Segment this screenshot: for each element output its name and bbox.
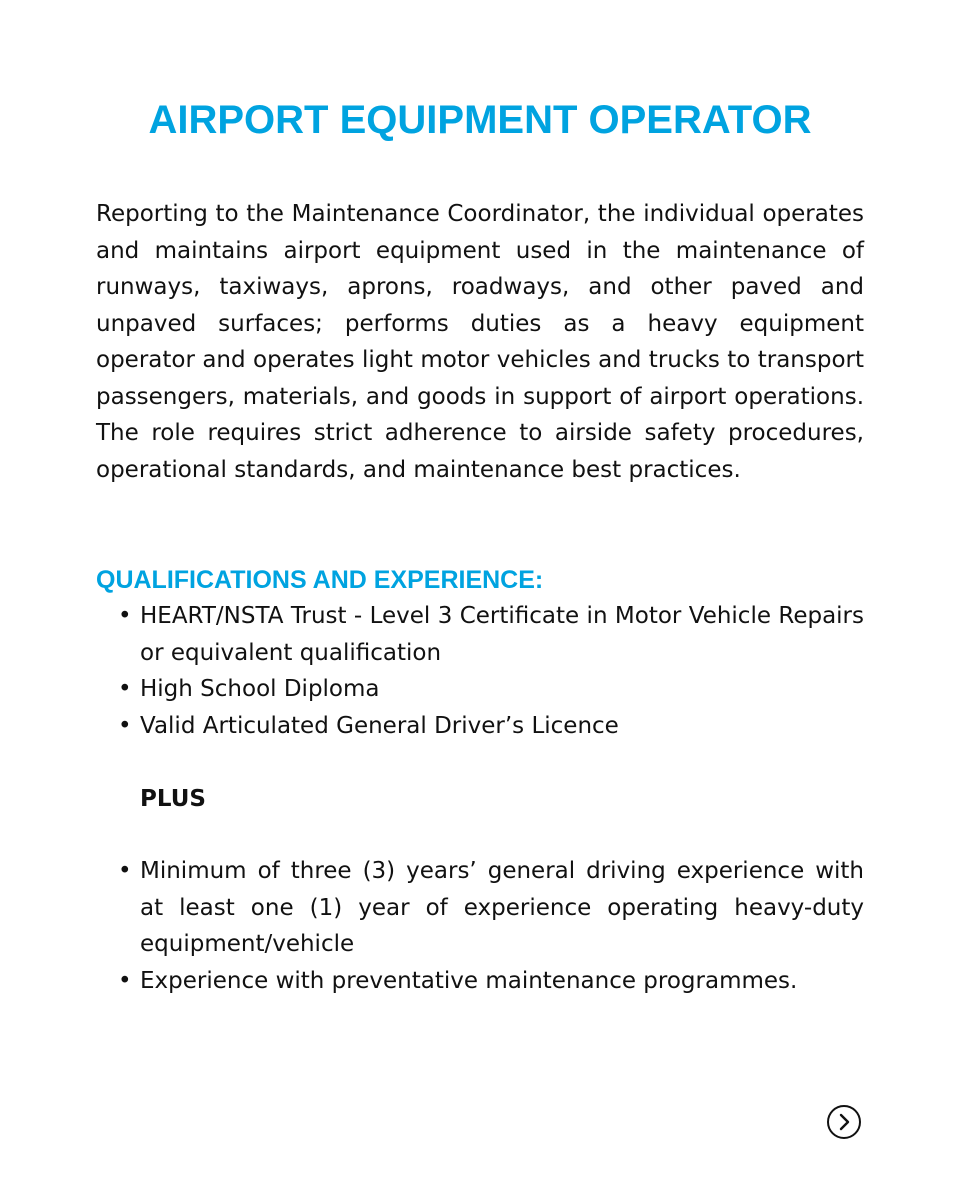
list-item xyxy=(96,853,864,963)
plus-label: PLUS xyxy=(140,786,206,812)
list-item-text: Experience with preventative maintenance programmes. xyxy=(140,967,798,994)
list-item-text: Valid Articulated General Driver’s Licence xyxy=(140,712,619,739)
qualifications-list xyxy=(96,598,864,744)
additional-requirements-list xyxy=(96,853,864,999)
bullet-icon: • xyxy=(118,603,132,629)
qualifications-heading: QUALIFICATIONS AND EXPERIENCE: xyxy=(96,566,544,594)
list-item xyxy=(96,671,864,708)
list-item-text: High School Diploma xyxy=(140,676,380,702)
list-item xyxy=(96,963,864,1000)
list-item xyxy=(96,708,864,745)
bullet-icon: • xyxy=(118,858,132,884)
bullet-icon: • xyxy=(118,967,132,994)
intro-paragraph: Reporting to the Maintenance Coordinator, the individual operates and maintains airport equipment used in the maintenance of runways, taxiways, aprons, roadways, and other paved and unpaved surfaces; performs duties as a heavy equipment operator and operates light motor vehicles and trucks to transport passengers, materials, and goods in support of airport operations. The role requires strict adherence to airside safety procedures, operational standards, and maintenance best practices. xyxy=(96,201,864,483)
bullet-icon: • xyxy=(118,712,132,739)
list-item-text: HEART/NSTA Trust - Level 3 Certificate in Motor Vehicle Repairs or equivalent qualification xyxy=(140,603,864,666)
list-item-text: Minimum of three (3) years’ general driving experience with at least one (1) year of experience operating heavy-duty equipment/vehicle xyxy=(140,858,864,957)
bullet-icon: • xyxy=(118,676,132,702)
list-item xyxy=(96,598,864,671)
page-title: AIRPORT EQUIPMENT OPERATOR xyxy=(148,98,812,142)
next-button[interactable] xyxy=(827,1105,861,1139)
chevron-right-icon xyxy=(836,1113,852,1131)
